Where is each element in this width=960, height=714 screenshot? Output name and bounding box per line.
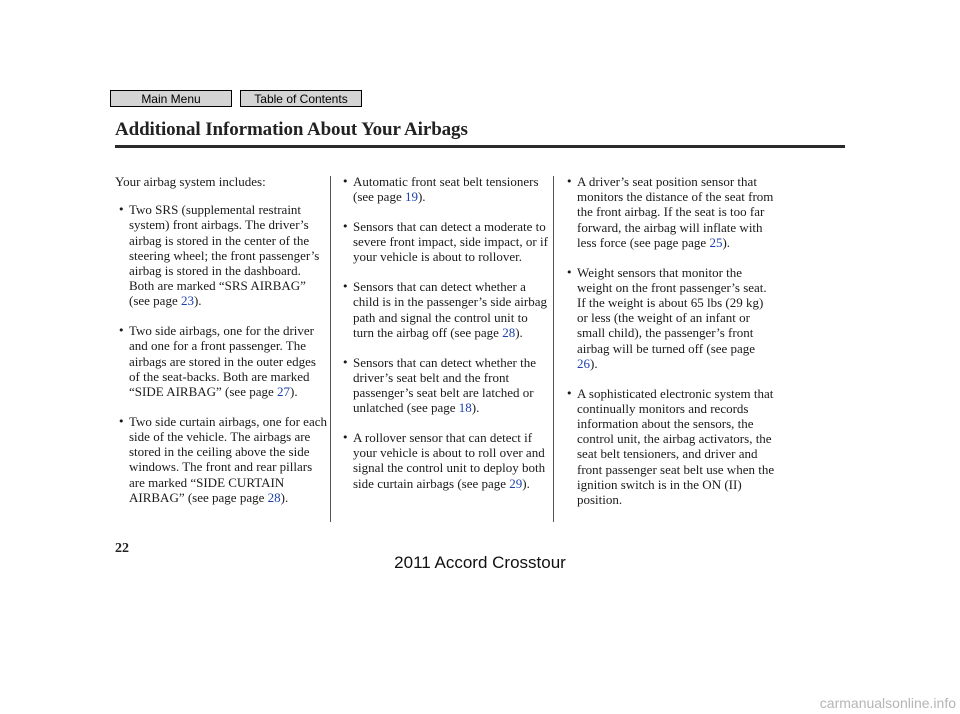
footer-title: 2011 Accord Crosstour	[394, 553, 566, 572]
list-item: • Sensors that can detect whether a child is in the passenger’s side airbag path and signal the control unit to turn the airbag off (see page 28).	[353, 279, 549, 340]
page-number: 22	[115, 541, 129, 556]
column-divider	[330, 176, 331, 522]
column-divider	[553, 176, 554, 522]
page-link[interactable]: 28	[267, 489, 281, 505]
list-item: • Sensors that can detect a moderate to severe front impact, side impact, or if your vehicle is about to rollover.	[353, 219, 549, 265]
list-item: • A sophisticated electronic system that continually monitors and records information about the sensors, the control unit, the airbag activators, the seat belt tensioners, and driver and front passenger seat belt use when the ignition switch is in the ON (II) position.	[577, 386, 777, 508]
list-item: • Automatic front seat belt tensioners (see page 19).	[353, 174, 549, 204]
list-item: • A driver’s seat position sensor that monitors the distance of the seat from the front airbag. If the seat is too far forward, the airbag will inflate with less force (see page page 25).	[577, 174, 777, 250]
list-item: • A rollover sensor that can detect if your vehicle is about to roll over and signal the control unit to deploy both side curtain airbags (see page 29).	[353, 430, 549, 491]
page-link[interactable]: 28	[502, 324, 516, 340]
intro-text: Your airbag system includes:	[115, 174, 266, 189]
table-of-contents-button[interactable]: Table of Contents	[240, 90, 362, 107]
list-item: • Two side airbags, one for the driver and one for a front passenger. The airbags are stored in the outer edges of the seat-backs. Both are marked “SIDE AIRBAG” (see page 27).	[129, 323, 329, 399]
title-rule	[115, 145, 845, 148]
page-link[interactable]: 26	[577, 355, 590, 371]
column-3	[577, 174, 777, 522]
page-link[interactable]: 18	[458, 400, 472, 416]
page-link[interactable]: 23	[180, 293, 194, 309]
page-link[interactable]: 29	[509, 475, 523, 491]
page-title: Additional Information About Your Airbags	[115, 119, 468, 140]
main-menu-button[interactable]: Main Menu	[110, 90, 232, 107]
column-1	[115, 174, 329, 520]
list-item: • Two side curtain airbags, one for each side of the vehicle. The airbags are stored in the ceiling above the side windows. The front and rear pillars are marked “SIDE CURTAIN AIRBAG” (see page page 28).	[129, 414, 329, 505]
list-item: • Sensors that can detect whether the driver’s seat belt and the front passenger’s seat belt are latched or unlatched (see page 18).	[353, 355, 549, 416]
page-link[interactable]: 25	[709, 234, 723, 250]
page-link[interactable]: 27	[277, 384, 291, 400]
page-link[interactable]: 19	[404, 189, 418, 205]
column-2	[353, 174, 549, 505]
watermark: carmanualsonline.info	[819, 695, 956, 711]
list-item: • Two SRS (supplemental restraint system) front airbags. The driver’s airbag is stored in the center of the steering wheel; the front passenger’s airbag is stored in the dashboard. Both are marked “SRS AIRBAG” (see page 23).	[129, 202, 329, 308]
list-item: • Weight sensors that monitor the weight on the front passenger’s seat. If the weight is about 65 lbs (29 kg) or less (the weight of an infant or small child), the passenger’s front airbag will be turned off (see page 26).	[577, 265, 777, 371]
